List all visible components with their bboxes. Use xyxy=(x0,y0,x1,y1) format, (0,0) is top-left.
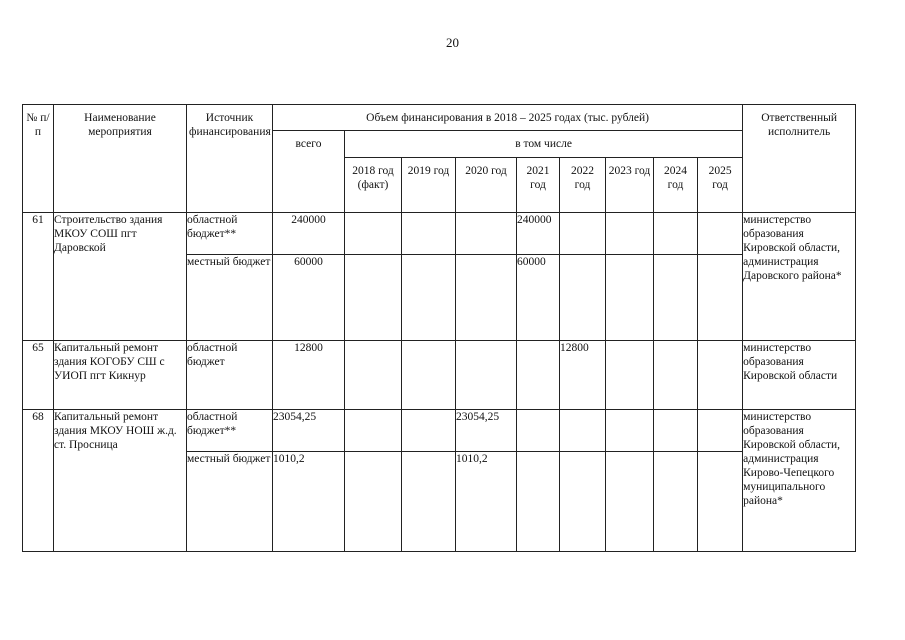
year-cell xyxy=(606,255,654,341)
header-year-2022: 2022 год xyxy=(571,165,594,191)
financing-table xyxy=(22,104,856,552)
year-cell xyxy=(345,452,402,552)
year-cell xyxy=(654,341,698,410)
year-cell xyxy=(560,452,606,552)
year-cell xyxy=(606,341,654,410)
year-cell xyxy=(698,255,743,341)
row-total: 1010,2 xyxy=(273,452,345,552)
year-cell: 1010,2 xyxy=(456,452,517,552)
year-cell xyxy=(698,410,743,452)
row-responsible: министерство образования Кировской области, администрация Кирово-Чепецкого муниципального района* xyxy=(743,410,856,552)
row-num: 65 xyxy=(23,341,54,410)
year-cell xyxy=(345,341,402,410)
year-cell xyxy=(402,255,456,341)
year-cell xyxy=(698,452,743,552)
header-year-2018: 2018 год (факт) xyxy=(352,165,394,191)
year-cell xyxy=(517,452,560,552)
header-total: всего xyxy=(295,138,322,150)
year-cell xyxy=(456,255,517,341)
year-cell xyxy=(654,213,698,255)
year-cell xyxy=(698,341,743,410)
row-total: 240000 xyxy=(273,213,345,255)
year-cell xyxy=(345,213,402,255)
year-cell xyxy=(654,255,698,341)
row-source: областной бюджет** xyxy=(187,213,273,255)
table-row xyxy=(23,213,856,255)
header-volume: Объем финансирования в 2018 – 2025 годах (тыс. рублей) xyxy=(366,112,649,124)
header-year-2025: 2025 год xyxy=(708,165,732,191)
table-row xyxy=(23,410,856,452)
year-cell xyxy=(402,213,456,255)
year-cell xyxy=(606,410,654,452)
header-year-2023: 2023 год xyxy=(608,165,651,177)
year-cell xyxy=(606,213,654,255)
year-cell xyxy=(560,213,606,255)
header-source: Источник финансирования xyxy=(189,112,271,138)
year-cell xyxy=(606,452,654,552)
row-total: 23054,25 xyxy=(273,410,345,452)
row-source: местный бюджет xyxy=(187,255,273,341)
row-source: областной бюджет xyxy=(187,341,273,410)
table-row xyxy=(23,341,856,410)
year-cell xyxy=(654,410,698,452)
year-cell xyxy=(517,341,560,410)
year-cell xyxy=(560,410,606,452)
year-cell: 12800 xyxy=(560,341,606,410)
year-cell xyxy=(560,255,606,341)
year-cell xyxy=(456,341,517,410)
year-cell xyxy=(402,452,456,552)
row-source: местный бюджет xyxy=(187,452,273,552)
row-num: 61 xyxy=(23,213,54,341)
row-name: Капитальный ремонт здания МКОУ НОШ ж.д. ст. Просница xyxy=(54,410,187,552)
year-cell: 60000 xyxy=(517,255,560,341)
row-num: 68 xyxy=(23,410,54,552)
year-cell xyxy=(517,410,560,452)
year-cell xyxy=(345,255,402,341)
year-cell xyxy=(402,341,456,410)
header-year-2020: 2020 год xyxy=(465,165,507,177)
header-year-2019: 2019 год xyxy=(407,165,450,177)
header-responsible: Ответственный исполнитель xyxy=(761,112,837,138)
year-cell xyxy=(345,410,402,452)
header-including: в том числе xyxy=(515,138,572,150)
row-total: 12800 xyxy=(273,341,345,410)
header-num: № п/п xyxy=(26,112,50,138)
row-source: областной бюджет** xyxy=(187,410,273,452)
row-responsible: министерство образования Кировской области xyxy=(743,341,856,410)
header-name: Наименование мероприятия xyxy=(84,112,156,138)
year-cell xyxy=(654,452,698,552)
year-cell xyxy=(698,213,743,255)
year-cell xyxy=(402,410,456,452)
header-row-1 xyxy=(23,105,856,131)
year-cell: 23054,25 xyxy=(456,410,517,452)
year-cell xyxy=(456,213,517,255)
header-year-2021: 2021 год xyxy=(526,165,550,191)
page-number: 20 xyxy=(446,35,459,50)
header-year-2024: 2024 год xyxy=(664,165,687,191)
row-name: Капитальный ремонт здания КОГОБУ СШ с УИОП пгт Кикнур xyxy=(54,341,187,410)
row-name: Строительство здания МКОУ СОШ пгт Даровской xyxy=(54,213,187,341)
row-total: 60000 xyxy=(273,255,345,341)
row-responsible: министерство образования Кировской области, администрация Даровского района* xyxy=(743,213,856,341)
year-cell: 240000 xyxy=(517,213,560,255)
